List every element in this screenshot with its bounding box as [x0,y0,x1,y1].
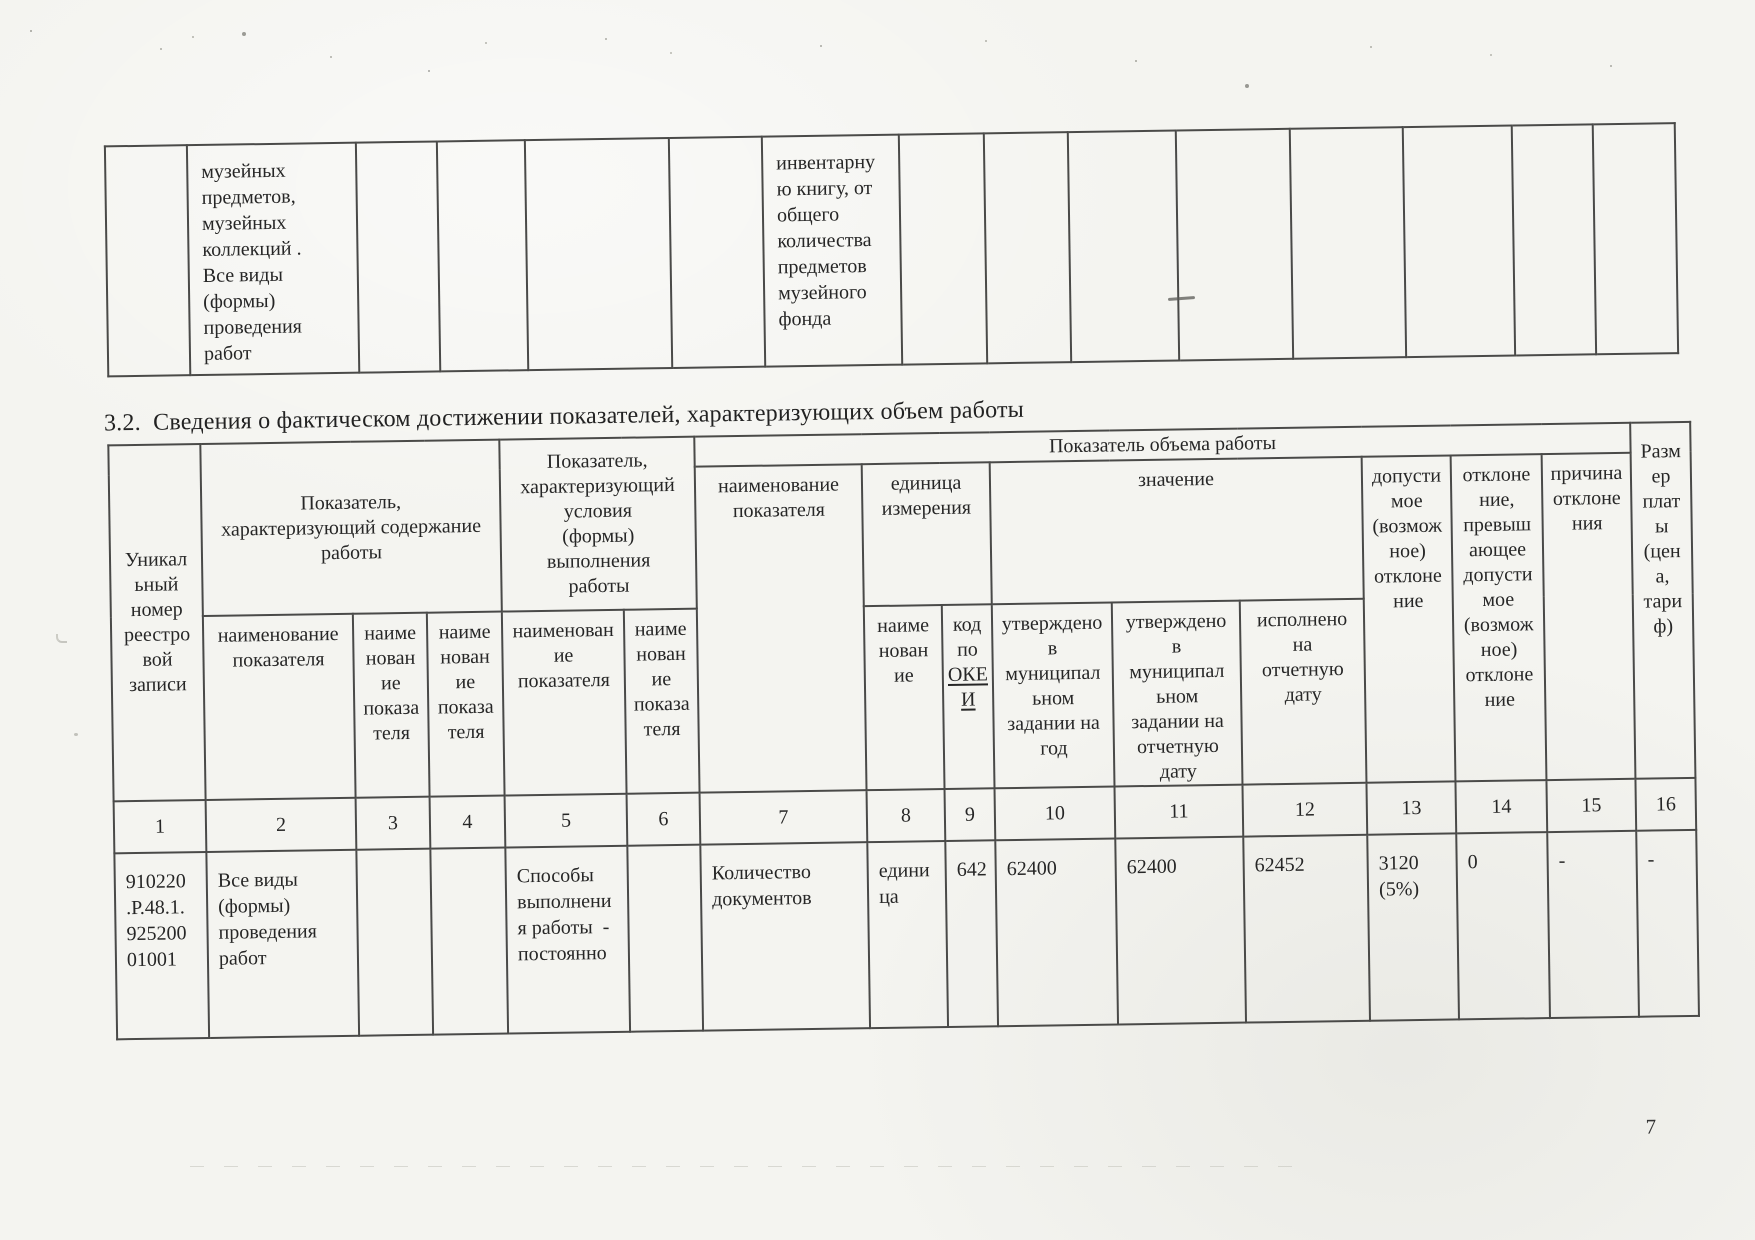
okei-underlined-label: ОКЕ И [947,663,989,711]
header-group-content: Показатель, характеризующий содержание работы [200,440,502,616]
header-payment: Разм ер плат ы (цен а, тари ф) [1630,422,1695,779]
column-number-cell: 14 [1455,780,1547,833]
header-condition-name-2: наиме нован ие показа теля [624,609,700,794]
column-number-cell: 1 [114,800,207,853]
header-group-volume: Показатель объема работы [694,423,1630,467]
header-content-name: наименование показателя [203,614,356,800]
column-number-cell: 12 [1243,783,1368,837]
empty-cell [1512,124,1596,355]
empty-cell [525,138,672,370]
column-number-cell: 8 [867,789,946,842]
cell-approved-date: 62400 [1115,837,1246,1025]
data-row [114,830,1699,1039]
empty-cell [1593,123,1678,354]
empty-cell [105,145,190,376]
empty-cell [1290,127,1406,359]
header-exceeding-deviation: отклоне ние, превыш ающее допусти мое (возмож ное) отклоне ние [1451,454,1547,781]
empty-cell [627,845,703,1032]
empty-cell [1068,131,1179,363]
header-content-name-3: наиме нован ие показа теля [427,612,505,797]
header-unique-number: Уникал ьный номер реестро вой записи [108,444,205,801]
empty-cell [899,133,987,364]
header-volume-indicator-name: наименование показателя [695,464,867,792]
header-unit-name: наиме нован ие [864,605,945,790]
column-number-cell: 5 [505,794,628,848]
header-content-name-2: наиме нован ие показа теля [353,613,430,798]
cell-exceeding-deviation: 0 [1456,832,1550,1019]
cell-volume-indicator: Количество документов [700,842,870,1030]
header-deviation-reason: причина отклоне ния [1542,453,1636,780]
volume-indicators-table [107,421,1700,1040]
empty-cell [669,137,765,368]
header-executed: исполнено на отчетную дату [1240,599,1367,785]
cell-condition-indicator: Способы выполнени я работы - постоянно [505,846,630,1034]
empty-cell [356,141,440,372]
header-condition-name: наименован ие показателя [502,610,627,796]
quality-indicator-continued-cell [762,135,902,367]
quality-indicator-continued-text: инвентарну ю книгу, от общего количества предметов музейного фонда [776,150,876,331]
empty-cell [437,140,528,371]
header-value-group: значение [990,457,1364,605]
cell-okei-code: 642 [945,840,998,1027]
header-okei-code: код по ОКЕ И [942,604,995,789]
header-group-conditions: Показатель, характеризующий условия (формы) выполнения работы [499,437,697,612]
empty-cell [1403,126,1515,358]
header-allowed-deviation: допусти мое (возмож ное) отклоне ние [1362,455,1456,782]
header-unit-group: единица измерения [862,462,992,606]
column-number-cell: 3 [356,797,431,850]
section-3-2-title: 3.2. Сведения о фактическом достижении показателей, характеризующих объем работы [103,396,1025,437]
column-number-cell: 16 [1636,778,1697,831]
column-number-cell: 15 [1546,779,1636,832]
cell-payment: - [1636,830,1699,1017]
header-approved-date: утверждено в муниципал ьном задании на отчетную дату [1112,601,1243,787]
column-number-cell: 11 [1115,785,1244,839]
column-number-cell: 4 [430,796,506,849]
page-number: 7 [1645,1114,1657,1139]
quality-table-continuation [104,122,1679,377]
empty-cell [1176,129,1293,361]
cell-executed: 62452 [1243,835,1370,1023]
column-number-cell: 2 [206,798,357,852]
empty-cell [430,848,508,1035]
empty-cell [984,132,1071,363]
cell-registry-number: 910220 .Р.48.1. 925200 01001 [114,852,209,1039]
cell-allowed-deviation: 3120 (5%) [1367,833,1459,1020]
column-number-cell: 10 [995,786,1116,840]
cell-unit-name: едини ца [867,841,948,1028]
column-number-cell: 6 [627,793,701,846]
cell-content-indicator: Все виды (формы) проведения работ [206,850,359,1038]
column-number-cell: 7 [700,790,868,844]
content-indicator-continued-cell [187,143,359,375]
continuation-row [105,123,1678,376]
cell-deviation-reason: - [1547,831,1639,1018]
content-indicator-continued-text: музейных предметов, музейных коллекций . Все виды (формы) проведения работ [201,159,303,365]
empty-cell [356,849,433,1036]
column-number-cell: 9 [945,788,996,841]
cell-approved-year: 62400 [995,838,1118,1026]
header-approved-year: утверждено в муниципал ьном задании на год [992,603,1115,789]
column-number-cell: 13 [1366,781,1456,834]
